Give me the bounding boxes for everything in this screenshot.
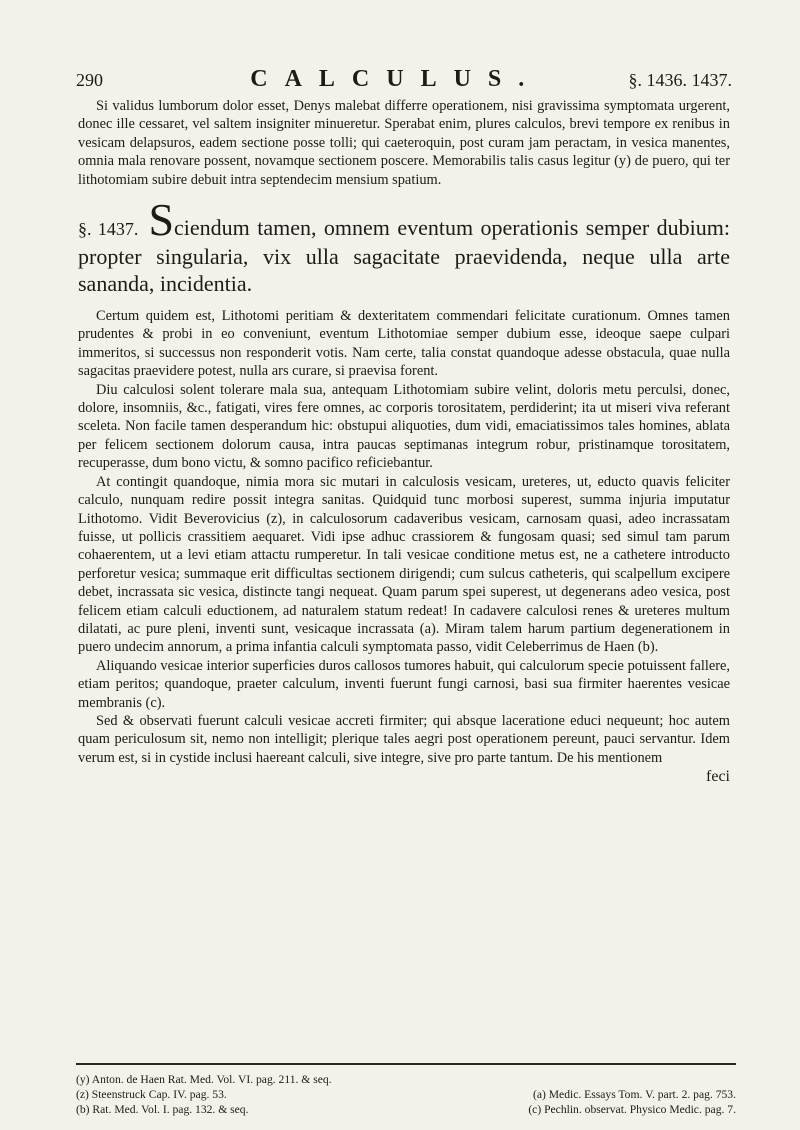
- page-number: 290: [76, 70, 103, 90]
- footnote: (a) Medic. Essays Tom. V. part. 2. pag. 753.: [532, 1088, 736, 1101]
- footnote-row: [76, 1087, 736, 1102]
- footnote: (y) Anton. de Haen Rat. Med. Vol. VI. pag. 211. & seq.: [76, 1073, 332, 1086]
- footnote-row: [76, 1102, 736, 1117]
- section-heading: [78, 194, 731, 297]
- footnote: (z) Steenstruck Cap. IV. pag. 53.: [76, 1088, 227, 1101]
- paragraph: At contingit quandoque, nimia mora sic mutari in calculosis vesicam, ureteres, ut, educto quavis feliciter calculo, nunquam redire possit integra sanitas. Quidquid tunc morbosi superest, summa injuria imputatur Lithotomo. Vidit Beverovicius (z), in calculosorum cadaveribus vesicam, carnosam quasi, adeo incrassatam fuisse, ut pollicis crassitiem aequaret. Vidi ipse adhuc crassiorem & fungosam quasi; sed simul tam parum cohaerentem, ut a levi etiam attactu rumperetur. In tali vesicae conditione metus est, ne a cathetere introducto perforetur vesica; summaque erit difficultas sectionem dirigendi; cum sulcus catheteris, qui scalpellum excipere debet, incrassata sic vesica, distincte tangi nequeat. Quam parum spei superest, ut degenerans adeo vesica, post felicem etiam calculi eductionem, ad naturalem statum redeat! In cadavere calculosi renes & ureteres multum dilatati, ac pure pleni, inventi sunt, vesicaque incrassata (a). Miram talem harum partium degenerationem in puero undecim annorum, a prima infantia calculi symptomata passo, vidit Celeberrimus de Haen (b).: [78, 473, 730, 656]
- page-body: [78, 97, 730, 786]
- footnotes: [76, 1072, 736, 1117]
- footnote: (b) Rat. Med. Vol. I. pag. 132. & seq.: [76, 1103, 249, 1116]
- drop-initial: S: [148, 194, 175, 246]
- section-heading-text: ciendum tamen, omnem eventum operationis semper dubium: propter singularia, vix ulla sagacitate praevidenda, neque ulla arte sananda, incidentia.: [78, 215, 731, 297]
- paragraph: Diu calculosi solent tolerare mala sua, antequam Lithotomiam subire velint, doloris metu perculsi, donec, dolore, insomniis, &c., fatigati, vires fere omnes, ac corporis torositatem, perdiderint; ita ut miseri viva referant sceleta. Non facile tamen desperandum hic: obstupui aliquoties, dum vidi, emaciatissimos tales homines, ablata per felicem sectionem dolorum causa, intra paucas septimanas integrum robur, pristinamque torositatem, recuperasse, dum bono victu, & somno pacifico reficiebantur.: [78, 381, 730, 472]
- section-reference: §. 1436. 1437.: [628, 70, 732, 90]
- section-number: §. 1437.: [78, 219, 139, 240]
- catchword: feci: [706, 768, 730, 786]
- running-title: CALCULUS.: [250, 66, 542, 92]
- paragraph-intro: Si validus lumborum dolor esset, Denys malebat differre operationem, nisi gravissima symptomata urgerent, donec ille cessaret, vel saltem insigniter minueretur. Sperabat enim, plures calculos, brevi tempore ex renibus in vesicam delapsuros, eadem sectione posse tolli; qui caeteroquin, post curam jam peractam, in vesica manentes, omnia mala renovare possent, novamque sectionem poscere. Memorabilis talis casus legitur (y) de puero, qui ter lithotomiam subire debuit intra septendecim mensium spatium.: [78, 98, 730, 188]
- paragraph: Sed & observati fuerunt calculi vesicae accreti firmiter; qui absque laceratione educi nequeunt; hoc autem quam periculosum sit, nemo non intelligit; plerique tales aegri post operationem pereunt, pauci servantur. Idem verum est, si in cystide inclusi haereant calculi, sive integre, sive pro parte tantum. De his mentionem: [78, 712, 730, 766]
- paragraph: Aliquando vesicae interior superficies duros callosos tumores habuit, qui calculorum specie potuissent fallere, etiam peritos; quandoque, praeter calculum, inventi fuerunt fungi carnosi, basi sua firmiter haerentes vesicae membranis (c).: [78, 657, 730, 711]
- running-header: [76, 66, 732, 96]
- footnote-row: [76, 1072, 736, 1087]
- footnote-divider: [76, 1063, 736, 1065]
- paragraph: Certum quidem est, Lithotomi peritiam & dexteritatem commendari felicitate curationum. Omnes tamen prudentes & probi in eo conveniunt, eventum Lithotomiae semper dubium esse, ideoque saepe culpari immeritos, si successus non responderit votis. Nam certe, talia constat quandoque adesse obstacula, quae nulla sagacitas praevidere potest, nulla ars curare, si praevisa forent.: [78, 308, 730, 380]
- footnote: (c) Pechlin. observat. Physico Medic. pag. 7.: [528, 1103, 736, 1116]
